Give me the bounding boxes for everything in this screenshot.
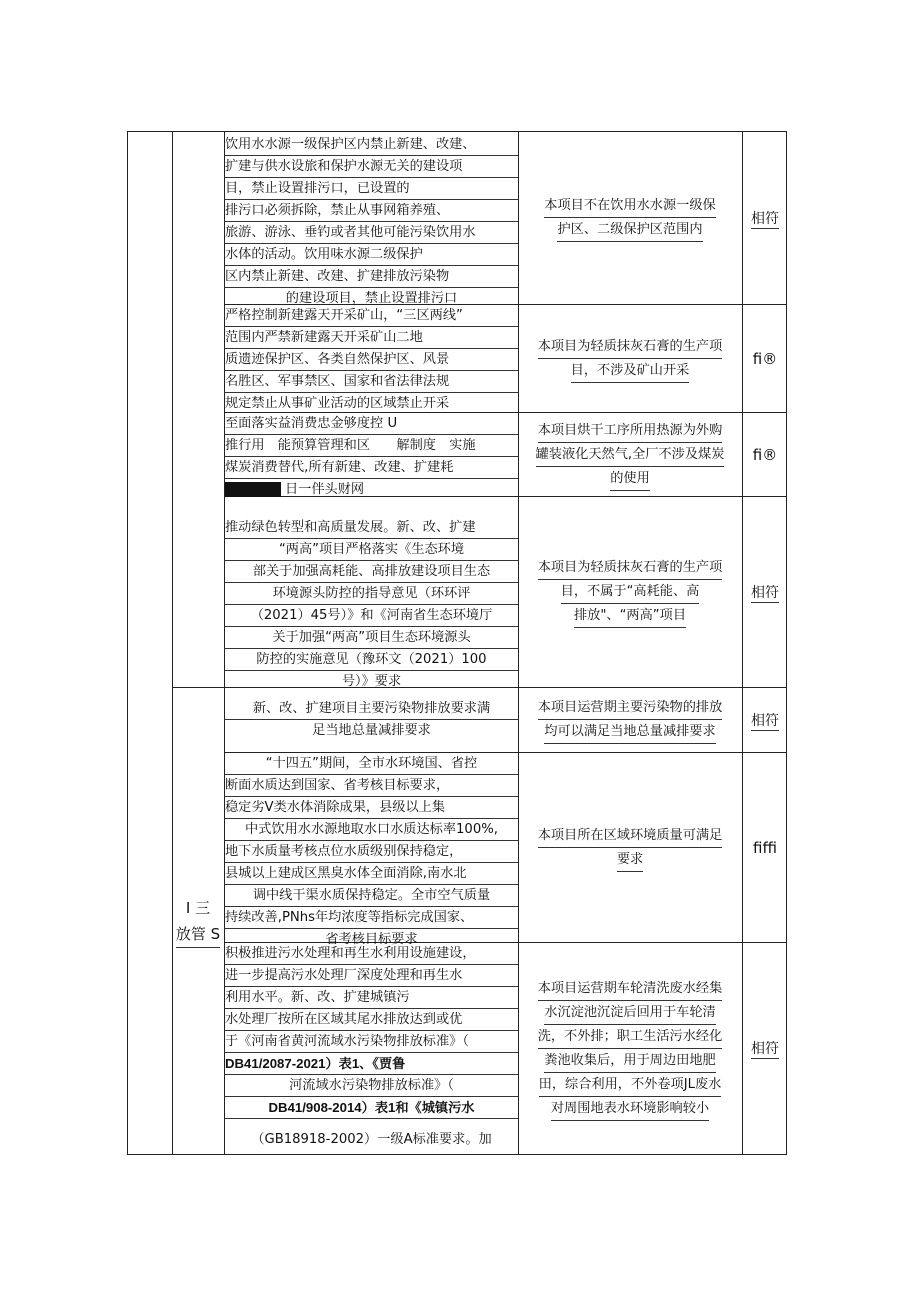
conclusion-cell (742, 305, 788, 412)
analysis-line: 对周围地表水环境影响较小 (551, 1097, 709, 1121)
conclusion-text: 相符 (751, 1038, 779, 1059)
requirement-line: 地下水质量考核点位水质级别保持稳定， (224, 841, 518, 863)
compliance-table (127, 131, 787, 1155)
analysis-cell (518, 943, 742, 1154)
requirement-line: DB41/908-2014）表1和《城镇污水 (224, 1097, 518, 1119)
analysis-cell (518, 305, 742, 412)
analysis-line: 田，综合利用，不外卷项JL废水 (539, 1073, 722, 1097)
redaction-block (225, 482, 281, 497)
category-line: I 三 (185, 898, 211, 917)
analysis-line: 本项目为轻质抹灰石膏的生产项 (538, 335, 723, 359)
requirement-cell (224, 132, 518, 304)
requirement-line: 饮用水水源一级保护区内禁止新建、改建、 (224, 134, 518, 156)
analysis-line: 目，不属于“高耗能、高 (561, 580, 700, 604)
requirement-line: （2021）45号）》和《河南省生态环境厅 (224, 605, 518, 627)
requirement-line: 环境源头防控的指导意见（环环评 (224, 583, 518, 605)
analysis-line: 罐装液化天然气,全厂不涉及煤炭 (536, 443, 725, 467)
analysis-line: 本项目为轻质抹灰石膏的生产项 (538, 556, 723, 580)
requirement-line: 排污口必须拆除，禁止从事网箱养殖、 (224, 200, 518, 222)
requirement-line: 区内禁止新建、改建、扩建排放污染物 (224, 266, 518, 288)
conclusion-cell (742, 943, 788, 1154)
requirement-line: 号）》要求 (341, 674, 402, 689)
requirement-line: 水体的活动。饮用味水源二级保护 (224, 244, 518, 266)
requirement-cell (224, 517, 518, 687)
conclusion-text: 相符 (751, 710, 779, 731)
requirement-line: “十四五”期间，全市水环境国、省控 (224, 753, 518, 775)
requirement-line: 足当地总量减排要求 (312, 723, 431, 738)
analysis-cell (518, 753, 742, 942)
analysis-line: 本项目不在饮用水水源一级保 (544, 194, 715, 218)
requirement-line: 煤炭消费替代,所有新建、改建、扩建耗 (224, 457, 518, 479)
conclusion-cell (742, 688, 788, 752)
requirement-cell (224, 698, 518, 752)
requirement-line: 部关于加强高耗能、高排放建设项目生态 (224, 561, 518, 583)
requirement-line: 至面落实益消费忠金够度控 U (224, 413, 518, 435)
requirement-line: 新、改、扩建项目主要污染物排放要求满 (224, 698, 518, 720)
requirement-line: 规定禁止从事矿业活动的区域禁止开采 (225, 396, 450, 411)
conclusion-cell (742, 497, 788, 687)
requirement-cell (224, 943, 518, 1154)
analysis-cell (518, 497, 742, 687)
analysis-line: 要求 (617, 848, 643, 872)
conclusion-text: fi® (752, 349, 778, 368)
analysis-line: 洗，不外排；职工生活污水经化 (538, 1025, 723, 1049)
analysis-line: 排放"、“两高”项目 (574, 604, 686, 628)
analysis-line: 目，不涉及矿山开采 (571, 359, 690, 383)
analysis-line: 本项目烘干工序所用热源为外购 (538, 419, 723, 443)
conclusion-cell (742, 413, 788, 496)
requirement-cell (224, 305, 518, 412)
requirement-line: 推行用 能预算管理和区 解制度 实施 (224, 435, 518, 457)
requirement-line: “两高”项目严格落实《生态环境 (224, 539, 518, 561)
analysis-cell (518, 688, 742, 752)
requirement-line: 持续改善,PNhs年均浓度等指标完成国家、 (224, 907, 518, 929)
analysis-cell (518, 132, 742, 304)
requirement-line: 调中线干渠水质保持稳定。全市空气质量 (224, 885, 518, 907)
requirement-line: DB41/2087-2021）表1、《贾鲁 (224, 1053, 518, 1075)
analysis-line: 本项目运营期主要污染物的排放 (538, 696, 723, 720)
requirement-line: 关于加强“两高”项目生态环境源头 (224, 627, 518, 649)
requirement-line: 利用水平。新、改、扩建城镇污 (224, 987, 518, 1009)
requirement-line: 进一步提高污水处理厂深度处理和再生水 (224, 965, 518, 987)
requirement-line (224, 479, 518, 500)
requirement-line: 河流域水污染物排放标准》（ (224, 1075, 518, 1097)
conclusion-text: 相符 (751, 582, 779, 603)
requirement-line: 严格控制新建露天开采矿山，“三区两线” (224, 305, 518, 327)
requirement-line: 名胜区、军事禁区、国家和省法律法规 (224, 371, 518, 393)
analysis-line: 均可以满足当地总量减排要求 (544, 720, 715, 744)
conclusion-cell (742, 753, 788, 942)
requirement-line: 目，禁止设置排污口，已设置的 (224, 178, 518, 200)
requirement-fragment: 日一伴头财网 (285, 482, 365, 497)
conclusion-cell (742, 132, 788, 304)
category-line: 放管 S (176, 921, 220, 948)
analysis-line: 水沉淀池沉淀后回用于车轮清 (544, 1001, 715, 1025)
requirement-line: 省考核目标要求 (325, 932, 418, 947)
analysis-cell (518, 413, 742, 496)
requirement-line: （GB18918-2002）一级A标准要求。加 (251, 1132, 492, 1147)
requirement-line: 的建设项目，禁止设置排污口 (285, 291, 458, 306)
requirement-cell (224, 413, 518, 496)
conclusion-text: 相符 (751, 208, 779, 229)
conclusion-text: fi® (752, 445, 778, 464)
analysis-line: 本项目运营期车轮清洗废水经集 (538, 977, 723, 1001)
requirement-line: 旅游、游泳、垂钓或者其他可能污染饮用水 (224, 222, 518, 244)
requirement-line: 扩建与供水设旅和保护水源无关的建设项 (224, 156, 518, 178)
requirement-line: 断面水质达到国家、省考核目标要求， (224, 775, 518, 797)
requirement-line: 防控的实施意见（豫环文（2021）100 (224, 649, 518, 671)
requirement-cell (224, 753, 518, 947)
analysis-line: 的使用 (610, 467, 650, 491)
requirement-line: 中式饮用水水源地取水口水质达标率100%, (224, 819, 518, 841)
requirement-line: 范围内严禁新建露天开采矿山二地 (224, 327, 518, 349)
requirement-line: 积极推进污水处理和再生水利用设施建设， (224, 943, 518, 965)
requirement-line: 稳定劣Ⅴ类水体消除成果，县级以上集 (224, 797, 518, 819)
requirement-line: 推动绿色转型和高质量发展。新、改、扩建 (224, 517, 518, 539)
requirement-line: 水处理厂按所在区域其尾水排放达到或优 (224, 1009, 518, 1031)
requirement-line: 质遗迹保护区、各类自然保护区、风景 (224, 349, 518, 371)
requirement-line: 于《河南省黄河流域水污染物排放标准》（ (224, 1031, 518, 1053)
conclusion-text: fiffi (753, 838, 777, 857)
analysis-line: 本项目所在区域环境质量可满足 (538, 824, 723, 848)
requirement-line: 县城以上建成区黑臭水体全面消除,南水北 (224, 863, 518, 885)
category-cell (172, 688, 224, 1154)
analysis-line: 粪池收集后，用于周边田地肥 (544, 1049, 715, 1073)
analysis-line: 护区、二级保护区范围内 (557, 218, 702, 242)
